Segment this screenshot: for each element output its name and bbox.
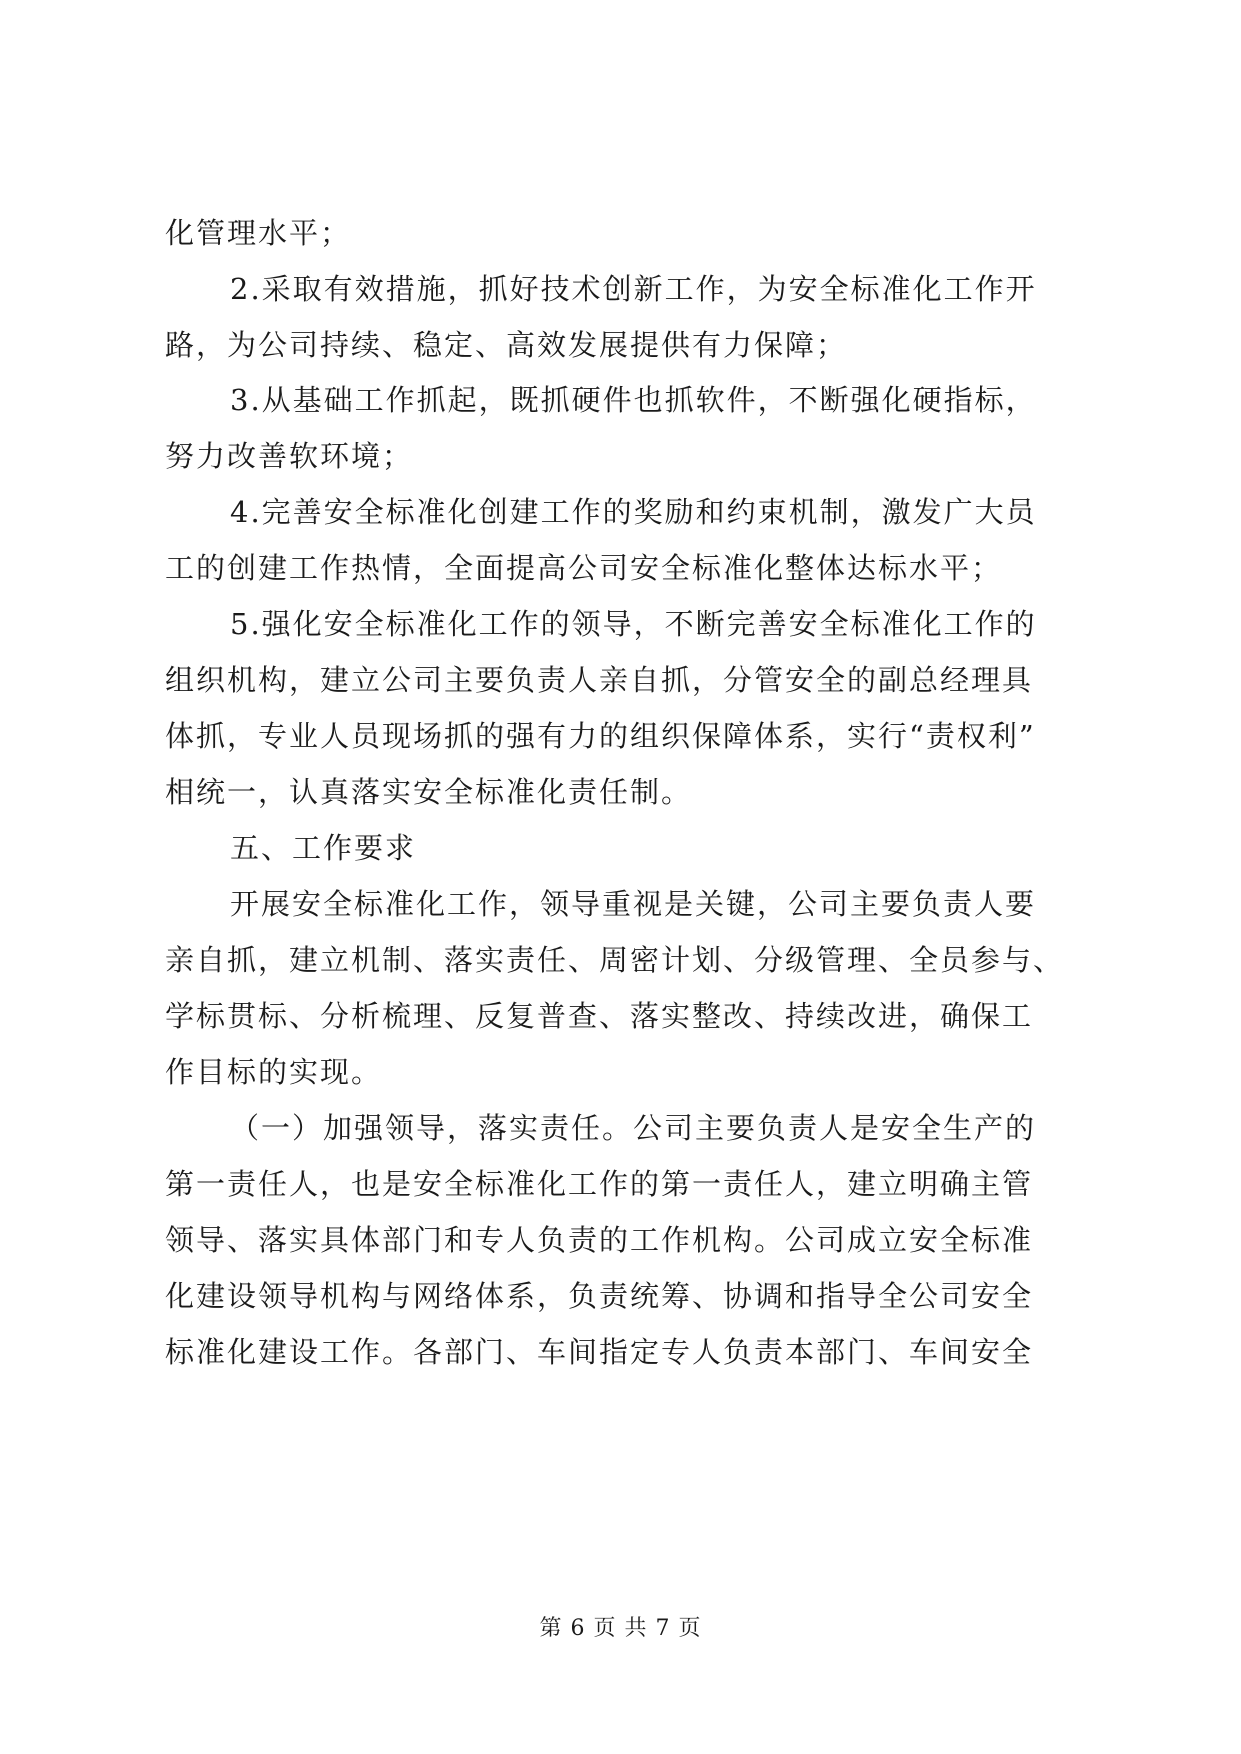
text-line-4: 3.从基础工作抓起，既抓硬件也抓软件，不断强化硬指标，: [230, 383, 1037, 417]
text-line-20: 化建设领导机构与网络体系，负责统筹、协调和指导全公司安全: [165, 1279, 1034, 1313]
text-line-16: 作目标的实现。: [165, 1055, 383, 1089]
text-line-3: 路，为公司持续、稳定、高效发展提供有力保障；: [165, 328, 848, 362]
text-line-21: 标准化建设工作。各部门、车间指定专人负责本部门、车间安全: [165, 1335, 1034, 1369]
page-number-footer: 第 6 页 共 7 页: [539, 1616, 702, 1641]
text-line-11: 相统一，认真落实安全标准化责任制。: [165, 775, 693, 809]
text-line-5: 努力改善软环境；: [165, 439, 414, 473]
text-line-7: 工的创建工作热情，全面提高公司安全标准化整体达标水平；: [165, 551, 1003, 585]
text-line-10: 体抓，专业人员现场抓的强有力的组织保障体系，实行“责权利”: [165, 719, 1036, 753]
text-line-8: 5.强化安全标准化工作的领导，不断完善安全标准化工作的: [230, 607, 1037, 641]
text-line-14: 亲自抓，建立机制、落实责任、周密计划、分级管理、全员参与、: [165, 943, 1065, 977]
section-heading: 五、工作要求: [230, 831, 417, 865]
text-line-19: 领导、落实具体部门和专人负责的工作机构。公司成立安全标准: [165, 1223, 1034, 1257]
text-line-2: 2.采取有效措施，抓好技术创新工作，为安全标准化工作开: [230, 272, 1037, 306]
text-line-13: 开展安全标准化工作，领导重视是关键，公司主要负责人要: [230, 887, 1037, 921]
text-line-17: （一）加强领导，落实责任。公司主要负责人是安全生产的: [230, 1111, 1037, 1145]
text-line-15: 学标贯标、分析梳理、反复普查、落实整改、持续改进，确保工: [165, 999, 1034, 1033]
text-line-18: 第一责任人，也是安全标准化工作的第一责任人，建立明确主管: [165, 1167, 1034, 1201]
text-line-6: 4.完善安全标准化创建工作的奖励和约束机制，激发广大员: [230, 495, 1037, 529]
text-line-1: 化管理水平；: [165, 216, 352, 250]
text-line-9: 组织机构，建立公司主要负责人亲自抓，分管安全的副总经理具: [165, 663, 1034, 697]
